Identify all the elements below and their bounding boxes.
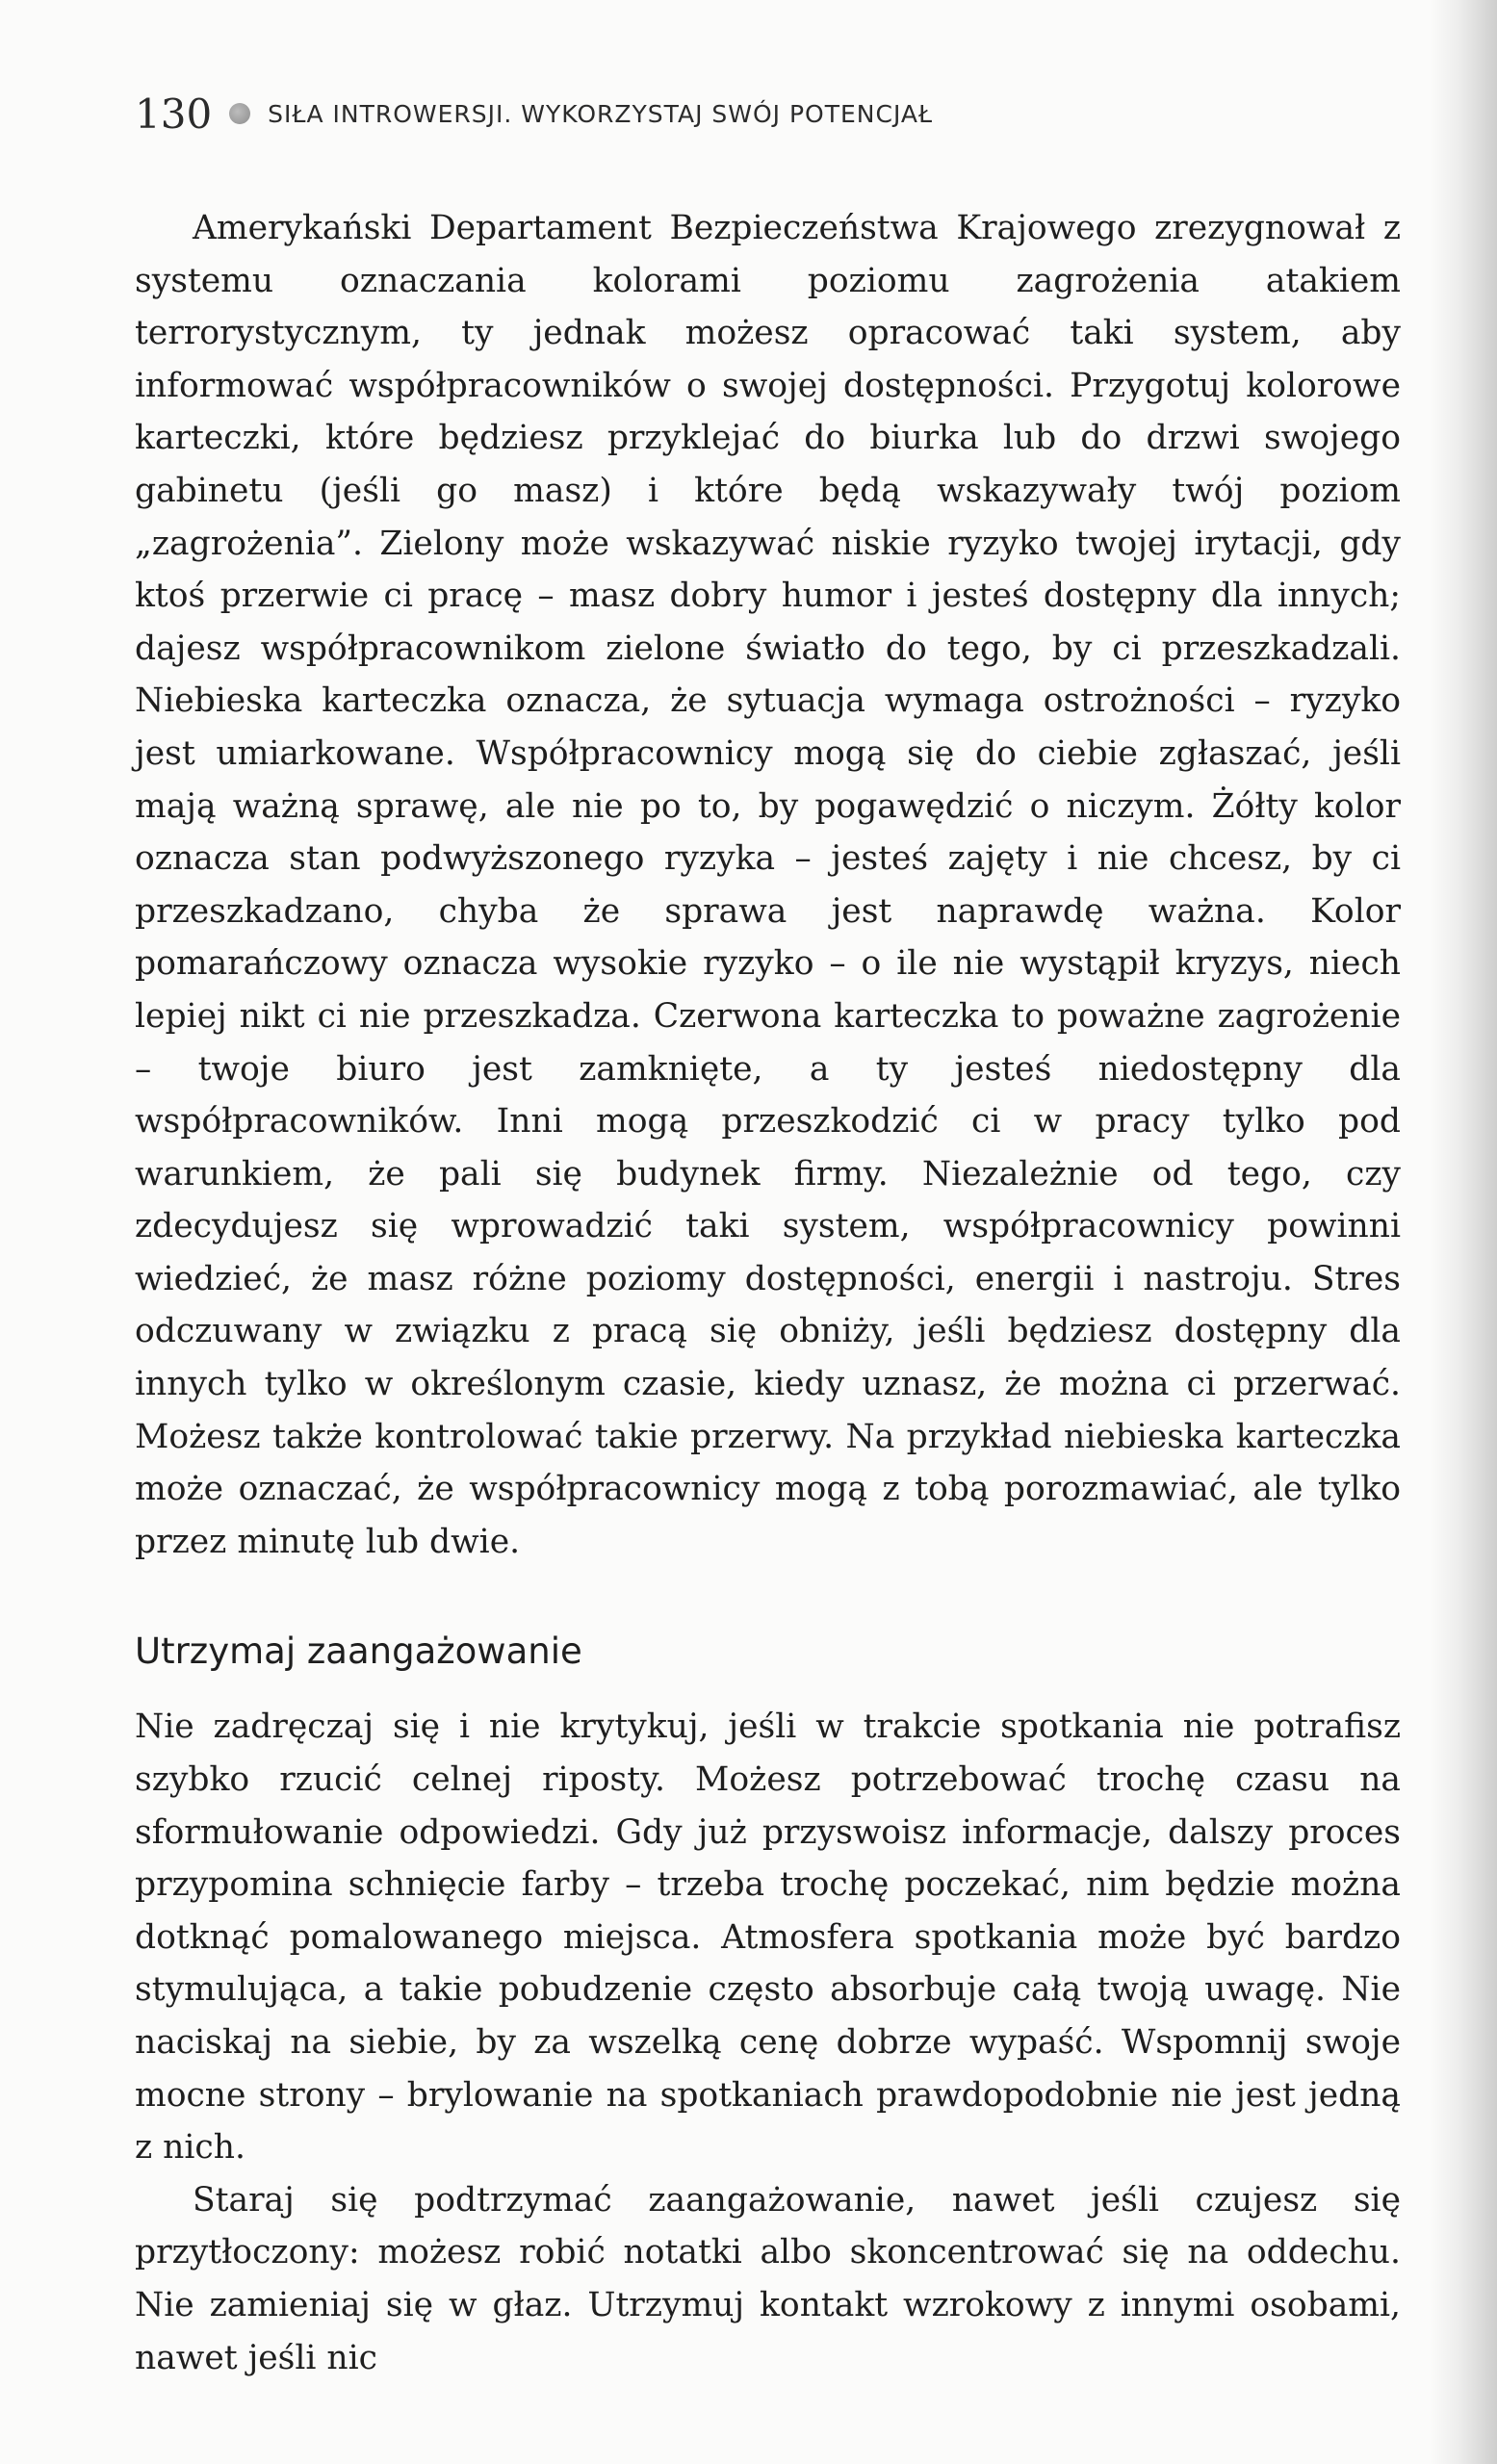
page-body <box>135 202 1401 2384</box>
paragraph-color-system: Amerykański Departament Bezpieczeństwa Krajowego zrezygnował z systemu oznaczania kolorami poziomu zagrożenia atakiem terrorystycznym, ty jednak możesz opracować taki system, aby informować współpracowników o swojej dostępności. Przygotuj kolorowe karteczki, które będziesz przyklejać do biurka lub do drzwi swojego gabinetu (jeśli go masz) i które będą wskazywały twój poziom „zagrożenia”. Zielony może wskazywać niskie ryzyko twojej irytacji, gdy ktoś przerwie ci pracę – masz dobry humor i jesteś dostępny dla innych; dajesz współpracownikom zielone światło do tego, by ci przeszkadzali. Niebieska karteczka oznacza, że sytuacja wymaga ostrożności – ryzyko jest umiarkowane. Współpracownicy mogą się do ciebie zgłaszać, jeśli mają ważną sprawę, ale nie po to, by pogawędzić o niczym. Żółty kolor oznacza stan podwyższonego ryzyka – jesteś zajęty i nie chcesz, by ci przeszkadzano, chyba że sprawa jest naprawdę ważna. Kolor pomarańczowy oznacza wysokie ryzyko – o ile nie wystąpił kryzys, niech lepiej nikt ci nie przeszkadza. Czerwona karteczka to poważne zagrożenie – twoje biuro jest zamknięte, a ty jesteś niedostępny dla współpracowników. Inni mogą przeszkodzić ci w pracy tylko pod warunkiem, że pali się budynek firmy. Niezależnie od tego, czy zdecydujesz się wprowadzić taki system, współpracownicy powinni wiedzieć, że masz różne poziomy dostępności, energii i nastroju. Stres odczuwany w związku z pracą się obniży, jeśli będziesz dostępny dla innych tylko w określonym czasie, kiedy uznasz, że można ci przerwać. Możesz także kontrolować takie przerwy. Na przykład niebieska karteczka może oznaczać, że współpracownicy mogą z tobą porozmawiać, ale tylko przez minutę lub dwie. <box>135 209 1401 1561</box>
running-head: SIŁA INTROWERSJI. WYKORZYSTAJ SWÓJ POTENCJAŁ <box>268 99 934 128</box>
bullet-dot-icon <box>229 103 250 124</box>
section-heading: Utrzymaj zaangażowanie <box>135 1630 582 1673</box>
page-number: 130 <box>135 90 213 138</box>
paragraph-engagement: Staraj się podtrzymać zaangażowanie, nawet jeśli czujesz się przytłoczony: możesz robić notatki albo skoncentrować się na oddechu. Nie zamieniaj się w głaz. Utrzymuj kontakt wzrokowy z innymi osobami, nawet jeśli nic <box>135 2180 1401 2377</box>
page-header <box>135 85 1386 142</box>
paragraph-meetings: Nie zadręczaj się i nie krytykuj, jeśli w trakcie spotkania nie potrafisz szybko rzucić celnej riposty. Możesz potrzebować trochę czasu na sformułowanie odpowiedzi. Gdy już przyswoisz informacje, dalszy proces przypomina schnięcie farby – trzeba trochę poczekać, nim będzie można dotknąć pomalowanego miejsca. Atmosfera spotkania może być bardzo stymulująca, a takie pobudzenie często absorbuje całą twoją uwagę. Nie naciskaj na siebie, by za wszelką cenę dobrze wypaść. Wspomnij swoje mocne strony – brylowanie na spotkaniach prawdopodobnie nie jest jedną z nich. <box>135 1707 1401 2168</box>
page-edge-shadow <box>1430 0 1497 2464</box>
